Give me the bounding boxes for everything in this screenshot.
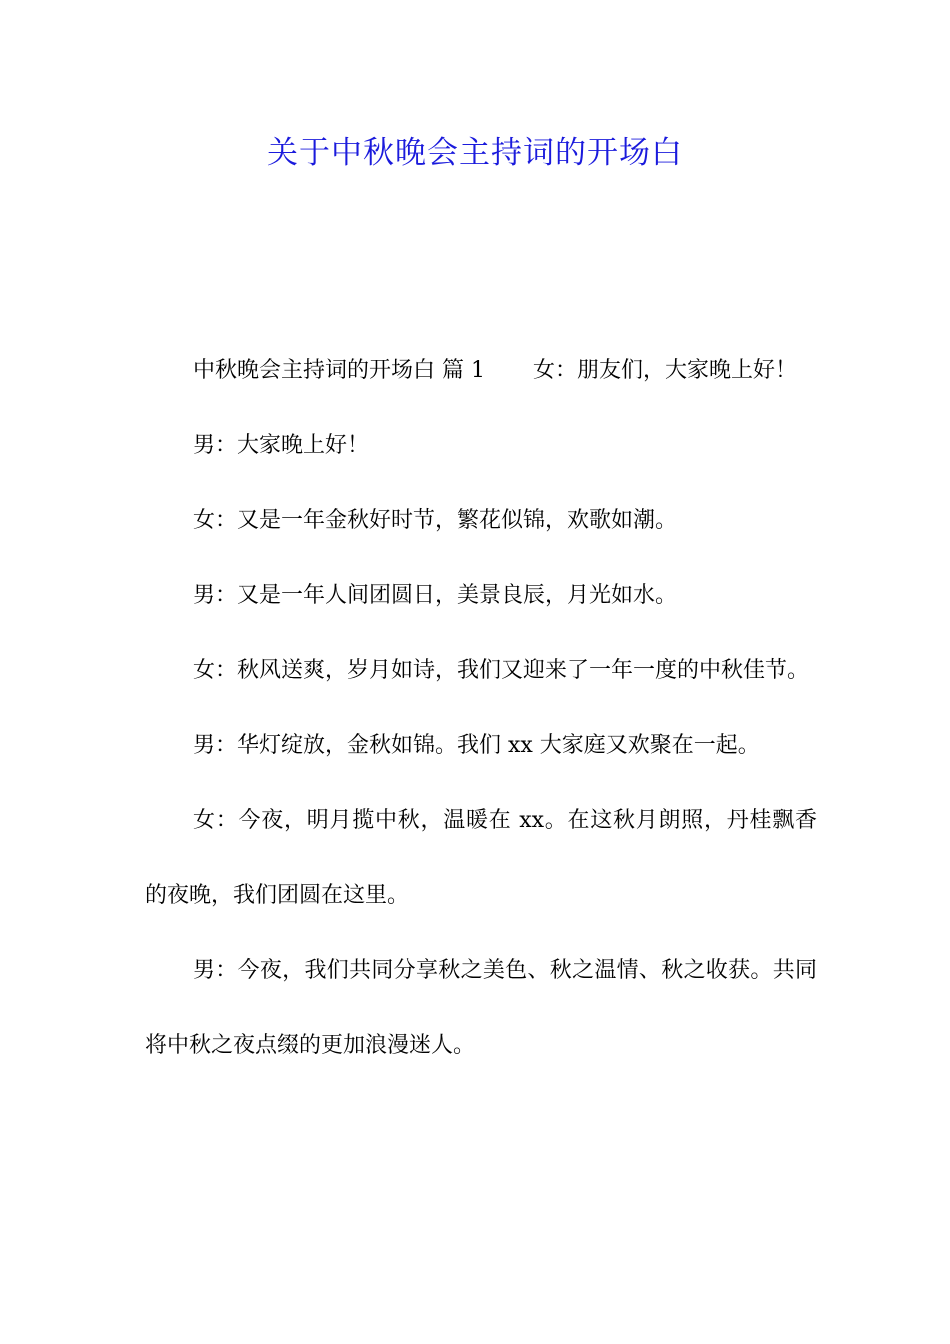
section-heading: 中秋晚会主持词的开场白 篇 1 xyxy=(193,358,485,383)
document-body xyxy=(145,333,817,1083)
document-title: 关于中秋晚会主持词的开场白 xyxy=(267,135,683,171)
paragraph-7: 女：今夜，明月揽中秋，温暖在 xx。在这秋月朗照，丹桂飘香的夜晚，我们团圆在这里。 xyxy=(145,808,817,908)
paragraph-8: 男：今夜，我们共同分享秋之美色、秋之温情、秋之收获。共同将中秋之夜点缀的更加浪漫迷人。 xyxy=(145,958,817,1058)
paragraph-2: 男：大家晚上好！ xyxy=(193,433,370,458)
paragraph-3: 女：又是一年金秋好时节，繁花似锦，欢歌如潮。 xyxy=(193,508,678,533)
paragraph-4: 男：又是一年人间团圆日，美景良辰，月光如水。 xyxy=(193,583,678,608)
paragraph-1 xyxy=(145,333,817,408)
paragraph-6: 男：华灯绽放，金秋如锦。我们 xx 大家庭又欢聚在一起。 xyxy=(193,733,760,758)
paragraph-5: 女：秋风送爽，岁月如诗，我们又迎来了一年一度的中秋佳节。 xyxy=(193,658,810,683)
paragraph-text: 女：朋友们，大家晚上好！ xyxy=(532,358,797,383)
